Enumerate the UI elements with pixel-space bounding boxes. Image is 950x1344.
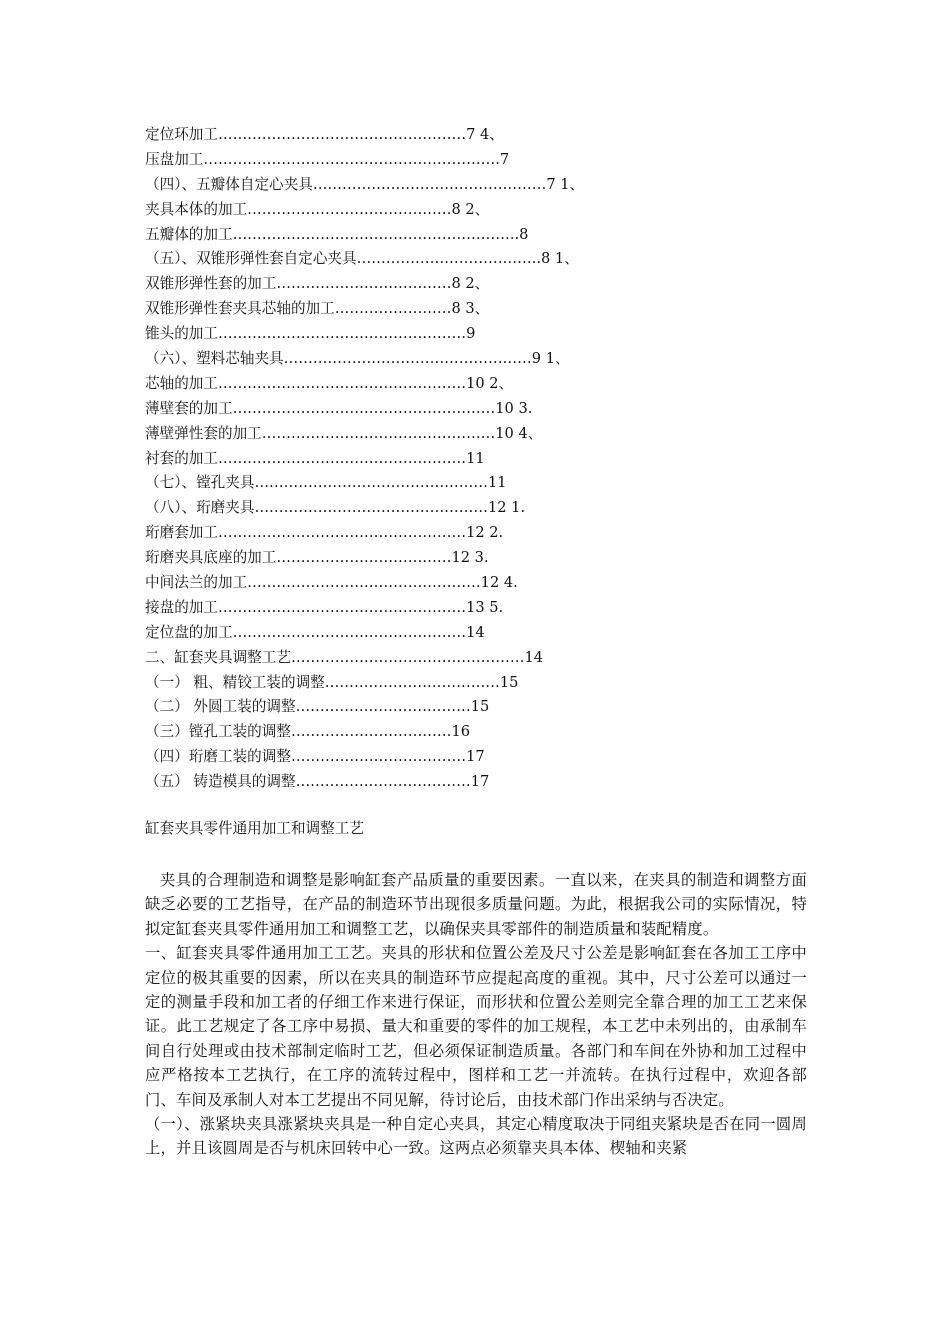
toc-line[interactable]: （八）、珩磨夹具…………………………………………12 1. — [145, 499, 526, 517]
table-of-contents — [145, 123, 825, 795]
toc-line[interactable]: （六）、塑料芯轴夹具……………………………………………9 1、 — [145, 350, 570, 368]
toc-line[interactable]: （二） 外圆工装的调整………………………………15 — [145, 698, 490, 716]
toc-line[interactable]: 接盘的加工……………………………………………13 5. — [145, 598, 504, 616]
section-one-paragraph: 一、缸套夹具零件通用加工工艺。夹具的形状和位置公差及尺寸公差是影响缸套在各加工工序中定位的极其重要的因素，所以在夹具的制造环节应提起高度的重视。其中，尺寸公差可以通过一定的测量手段和加工者的仔细工作来进行保证，而形状和位置公差则完全靠合理的加工工艺来保证。此工艺规定了各工序中易损、量大和重要的零件的加工规程，本工艺中未列出的，由承制车间自行处理或由技术部制定临时工艺，但必须保证制造质量。各部门和车间在外协和加工过程中应严格按本工艺执行，在工序的流转过程中，图样和工艺一并流转。在执行过程中，欢迎各部门、车间及承制人对本工艺提出不同见解，待讨论后，由技术部门作出采纳与否决定。 — [145, 944, 807, 1109]
toc-line[interactable]: （四）、五瓣体自定心夹具…………………………………………7 1、 — [145, 175, 585, 193]
toc-line[interactable]: 薄壁套的加工………………………………………………10 3. — [145, 399, 533, 417]
toc-line[interactable]: 压盘加工…………………………………………………….7 — [145, 150, 510, 168]
subsection-one-paragraph: （一）、涨紧块夹具涨紧块夹具是一种自定心夹具，其定心精度取决于同组夹紧块是否在同一圆周上，并且该圆周是否与机床回转中心一致。这两点必须靠夹具本体、楔轴和夹紧 — [145, 1115, 807, 1158]
toc-line[interactable]: （五）、双锥形弹性套自定心夹具………………………………..8 1、 — [145, 250, 579, 268]
toc-line[interactable]: （四）珩磨工装的调整………………………………17 — [145, 748, 485, 766]
toc-line[interactable]: 珩磨套加工……………………………………………12 2. — [145, 524, 504, 542]
toc-line[interactable]: 夹具本体的加工……………………………………8 2、 — [145, 200, 490, 218]
toc-line[interactable]: （七）、镗孔夹具…………………………………………11 — [145, 474, 507, 492]
document-title: 缸套夹具零件通用加工和调整工艺 — [145, 820, 364, 837]
toc-line[interactable]: 中间法兰的加工…………………………………………12 4. — [145, 574, 518, 592]
toc-line[interactable]: 双锥形弹性套夹具芯轴的加工……………………8 3、 — [145, 300, 490, 318]
toc-line[interactable]: 五瓣体的加工…………………………………………………..8 — [145, 225, 529, 243]
toc-line[interactable]: （一） 粗、精铰工装的调整………………………………15 — [145, 673, 519, 691]
toc-line[interactable]: 衬套的加工……………………………………………11 — [145, 449, 485, 467]
document-body — [145, 868, 807, 1161]
toc-line[interactable]: 定位盘的加工…………………………………………14 — [145, 623, 485, 641]
toc-line[interactable]: 芯轴的加工……………………………………………10 2、 — [145, 374, 514, 392]
toc-line[interactable]: （三）镗孔工装的调整……………………………16 — [145, 723, 471, 741]
toc-line[interactable]: 二、缸套夹具调整工艺…………………………………………14 — [145, 648, 544, 666]
intro-paragraph: 夹具的合理制造和调整是影响缸套产品质量的重要因素。一直以来，在夹具的制造和调整方面缺乏必要的工艺指导，在产品的制造环节出现很多质量问题。为此，根据我公司的实际情况，特拟定缸套夹具零件通用加工和调整工艺，以确保夹具零部件的制造质量和装配精度。 — [145, 871, 807, 938]
toc-line[interactable]: 双锥形弹性套的加工………………………………8 2、 — [145, 275, 490, 293]
toc-line[interactable]: 薄壁弹性套的加工…………………………………………10 4、 — [145, 424, 543, 442]
toc-line[interactable]: （五） 铸造模具的调整………………………………17 — [145, 773, 490, 791]
toc-line[interactable]: 定位环加工……………………………………………7 4、 — [145, 126, 504, 143]
toc-line[interactable]: 锥头的加工……………………………………………9 — [145, 325, 476, 343]
toc-line[interactable]: 珩磨夹具底座的加工………………………………12 3. — [145, 549, 489, 567]
